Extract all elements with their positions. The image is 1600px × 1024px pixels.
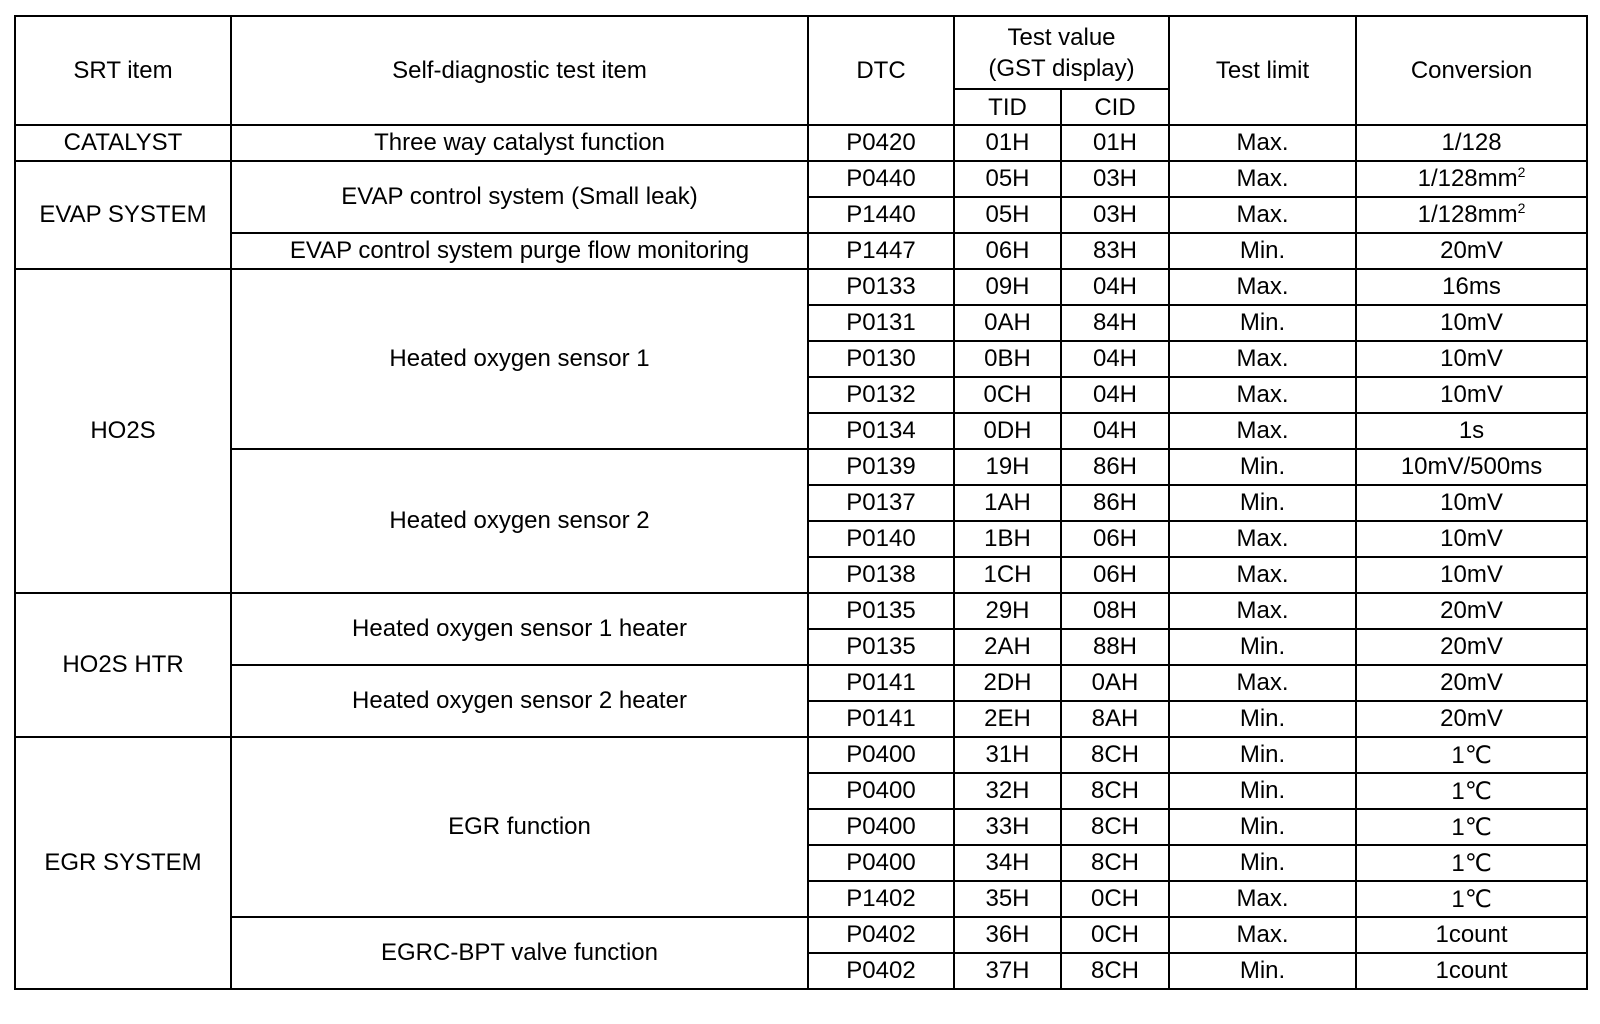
conversion-value: 1/128 [1441, 129, 1502, 156]
test-item-cell: EGR function [231, 737, 808, 917]
tid-cell: 06H [954, 233, 1061, 269]
header-test-item: Self-diagnostic test item [231, 16, 808, 125]
conversion-cell [1356, 557, 1587, 593]
test-limit-cell: Min. [1169, 305, 1356, 341]
cid-cell: 0AH [1061, 665, 1169, 701]
table-row [15, 449, 1587, 485]
test-limit-cell: Min. [1169, 485, 1356, 521]
test-limit-cell: Min. [1169, 233, 1356, 269]
conversion-value: 1/128mm [1417, 165, 1518, 192]
cid-cell: 88H [1061, 629, 1169, 665]
conversion-superscript: 2 [1517, 164, 1526, 180]
table-row [15, 737, 1587, 773]
conversion-value: 1℃ [1451, 741, 1492, 769]
conversion-cell [1356, 809, 1587, 845]
test-item-cell: EVAP control system (Small leak) [231, 161, 808, 233]
test-limit-cell: Min. [1169, 701, 1356, 737]
tid-cell: 09H [954, 269, 1061, 305]
cid-cell: 83H [1061, 233, 1169, 269]
conversion-cell [1356, 665, 1587, 701]
tid-cell: 0CH [954, 377, 1061, 413]
conversion-cell [1356, 917, 1587, 953]
header-test-value-line2: (GST display) [988, 54, 1135, 82]
conversion-cell [1356, 197, 1587, 233]
tid-cell: 0AH [954, 305, 1061, 341]
conversion-value: 20mV [1440, 237, 1503, 264]
tid-cell: 05H [954, 161, 1061, 197]
test-limit-cell: Min. [1169, 737, 1356, 773]
table-header [15, 16, 1587, 125]
dtc-cell: P0134 [808, 413, 954, 449]
conversion-value: 20mV [1440, 669, 1503, 696]
conversion-cell [1356, 233, 1587, 269]
cid-cell: 06H [1061, 521, 1169, 557]
conversion-cell [1356, 161, 1587, 197]
table-row [15, 917, 1587, 953]
dtc-cell: P0420 [808, 125, 954, 161]
header-tid: TID [954, 89, 1061, 125]
test-limit-cell: Min. [1169, 845, 1356, 881]
dtc-cell: P1440 [808, 197, 954, 233]
tid-cell: 35H [954, 881, 1061, 917]
table-row [15, 125, 1587, 161]
dtc-cell: P0139 [808, 449, 954, 485]
conversion-value: 1count [1435, 921, 1508, 948]
conversion-cell [1356, 341, 1587, 377]
test-item-cell: Heated oxygen sensor 2 heater [231, 665, 808, 737]
dtc-cell: P1447 [808, 233, 954, 269]
test-limit-cell: Max. [1169, 665, 1356, 701]
conversion-cell [1356, 881, 1587, 917]
dtc-cell: P0132 [808, 377, 954, 413]
test-item-cell: EGRC-BPT valve function [231, 917, 808, 989]
tid-cell: 29H [954, 593, 1061, 629]
dtc-cell: P0140 [808, 521, 954, 557]
dtc-cell: P0400 [808, 809, 954, 845]
conversion-value: 1℃ [1451, 885, 1492, 913]
cid-cell: 01H [1061, 125, 1169, 161]
cid-cell: 8CH [1061, 773, 1169, 809]
tid-cell: 01H [954, 125, 1061, 161]
conversion-value: 20mV [1440, 597, 1503, 624]
dtc-cell: P0400 [808, 773, 954, 809]
test-limit-cell: Max. [1169, 197, 1356, 233]
table-row [15, 233, 1587, 269]
header-dtc: DTC [808, 16, 954, 125]
dtc-cell: P0135 [808, 629, 954, 665]
srt-item-cell: HO2S HTR [15, 593, 231, 737]
tid-cell: 31H [954, 737, 1061, 773]
dtc-cell: P0133 [808, 269, 954, 305]
test-limit-cell: Min. [1169, 953, 1356, 989]
dtc-cell: P1402 [808, 881, 954, 917]
tid-cell: 36H [954, 917, 1061, 953]
conversion-value: 10mV [1440, 309, 1503, 336]
dtc-cell: P0440 [808, 161, 954, 197]
cid-cell: 8AH [1061, 701, 1169, 737]
dtc-cell: P0402 [808, 953, 954, 989]
conversion-value: 1count [1435, 957, 1508, 984]
cid-cell: 8CH [1061, 809, 1169, 845]
tid-cell: 34H [954, 845, 1061, 881]
conversion-value: 10mV [1440, 489, 1503, 516]
test-limit-cell: Max. [1169, 593, 1356, 629]
cid-cell: 8CH [1061, 953, 1169, 989]
cid-cell: 08H [1061, 593, 1169, 629]
tid-cell: 2EH [954, 701, 1061, 737]
cid-cell: 06H [1061, 557, 1169, 593]
srt-table [14, 15, 1588, 990]
test-limit-cell: Max. [1169, 521, 1356, 557]
test-item-cell: Heated oxygen sensor 1 heater [231, 593, 808, 665]
tid-cell: 05H [954, 197, 1061, 233]
cid-cell: 8CH [1061, 845, 1169, 881]
tid-cell: 37H [954, 953, 1061, 989]
test-limit-cell: Max. [1169, 341, 1356, 377]
tid-cell: 2AH [954, 629, 1061, 665]
tid-cell: 1BH [954, 521, 1061, 557]
conversion-cell [1356, 413, 1587, 449]
dtc-cell: P0135 [808, 593, 954, 629]
dtc-cell: P0141 [808, 701, 954, 737]
tid-cell: 0DH [954, 413, 1061, 449]
table-row [15, 665, 1587, 701]
cid-cell: 04H [1061, 377, 1169, 413]
conversion-cell [1356, 269, 1587, 305]
cid-cell: 03H [1061, 161, 1169, 197]
tid-cell: 32H [954, 773, 1061, 809]
conversion-cell [1356, 701, 1587, 737]
srt-item-cell: EVAP SYSTEM [15, 161, 231, 269]
conversion-cell [1356, 629, 1587, 665]
srt-item-cell: EGR SYSTEM [15, 737, 231, 989]
conversion-cell [1356, 737, 1587, 773]
test-limit-cell: Max. [1169, 269, 1356, 305]
dtc-cell: P0402 [808, 917, 954, 953]
test-item-cell: Three way catalyst function [231, 125, 808, 161]
cid-cell: 0CH [1061, 881, 1169, 917]
test-limit-cell: Max. [1169, 125, 1356, 161]
cid-cell: 04H [1061, 341, 1169, 377]
tid-cell: 0BH [954, 341, 1061, 377]
header-srt-item: SRT item [15, 16, 231, 125]
cid-cell: 0CH [1061, 917, 1169, 953]
tid-cell: 19H [954, 449, 1061, 485]
test-limit-cell: Max. [1169, 377, 1356, 413]
tid-cell: 1AH [954, 485, 1061, 521]
conversion-value: 20mV [1440, 633, 1503, 660]
conversion-value: 10mV/500ms [1400, 453, 1543, 480]
dtc-cell: P0130 [808, 341, 954, 377]
test-limit-cell: Min. [1169, 449, 1356, 485]
cid-cell: 03H [1061, 197, 1169, 233]
conversion-cell [1356, 485, 1587, 521]
conversion-cell [1356, 953, 1587, 989]
tid-cell: 1CH [954, 557, 1061, 593]
conversion-value: 1℃ [1451, 813, 1492, 841]
conversion-value: 1s [1458, 417, 1485, 444]
conversion-cell [1356, 305, 1587, 341]
tid-cell: 2DH [954, 665, 1061, 701]
conversion-value: 1/128mm [1417, 201, 1518, 228]
test-item-cell: Heated oxygen sensor 2 [231, 449, 808, 593]
test-item-cell: EVAP control system purge flow monitoring [231, 233, 808, 269]
test-limit-cell: Min. [1169, 629, 1356, 665]
header-cid: CID [1061, 89, 1169, 125]
header-conversion: Conversion [1356, 16, 1587, 125]
srt-item-cell: CATALYST [15, 125, 231, 161]
header-test-limit: Test limit [1169, 16, 1356, 125]
conversion-cell [1356, 845, 1587, 881]
conversion-value: 10mV [1440, 561, 1503, 588]
header-test-value-line1: Test value [1007, 23, 1116, 51]
conversion-value: 10mV [1440, 345, 1503, 372]
conversion-cell [1356, 125, 1587, 161]
table-row [15, 269, 1587, 305]
tid-cell: 33H [954, 809, 1061, 845]
conversion-superscript: 2 [1517, 200, 1526, 216]
dtc-cell: P0400 [808, 737, 954, 773]
conversion-value: 1℃ [1451, 849, 1492, 877]
conversion-cell [1356, 521, 1587, 557]
table-row [15, 161, 1587, 197]
dtc-cell: P0131 [808, 305, 954, 341]
cid-cell: 04H [1061, 413, 1169, 449]
conversion-value: 10mV [1440, 381, 1503, 408]
conversion-cell [1356, 773, 1587, 809]
conversion-value: 10mV [1440, 525, 1503, 552]
dtc-cell: P0138 [808, 557, 954, 593]
test-limit-cell: Max. [1169, 557, 1356, 593]
conversion-value: 20mV [1440, 705, 1503, 732]
conversion-value: 16ms [1442, 273, 1501, 300]
cid-cell: 86H [1061, 449, 1169, 485]
cid-cell: 04H [1061, 269, 1169, 305]
test-limit-cell: Min. [1169, 809, 1356, 845]
cid-cell: 86H [1061, 485, 1169, 521]
conversion-cell [1356, 449, 1587, 485]
dtc-cell: P0137 [808, 485, 954, 521]
cid-cell: 8CH [1061, 737, 1169, 773]
header-test-value [954, 16, 1169, 89]
test-limit-cell: Max. [1169, 917, 1356, 953]
conversion-cell [1356, 377, 1587, 413]
table-body [15, 125, 1587, 989]
cid-cell: 84H [1061, 305, 1169, 341]
srt-item-cell: HO2S [15, 269, 231, 593]
dtc-cell: P0141 [808, 665, 954, 701]
test-limit-cell: Min. [1169, 773, 1356, 809]
table-row [15, 593, 1587, 629]
test-item-cell: Heated oxygen sensor 1 [231, 269, 808, 449]
dtc-cell: P0400 [808, 845, 954, 881]
test-limit-cell: Max. [1169, 413, 1356, 449]
test-limit-cell: Max. [1169, 881, 1356, 917]
conversion-value: 1℃ [1451, 777, 1492, 805]
test-limit-cell: Max. [1169, 161, 1356, 197]
conversion-cell [1356, 593, 1587, 629]
